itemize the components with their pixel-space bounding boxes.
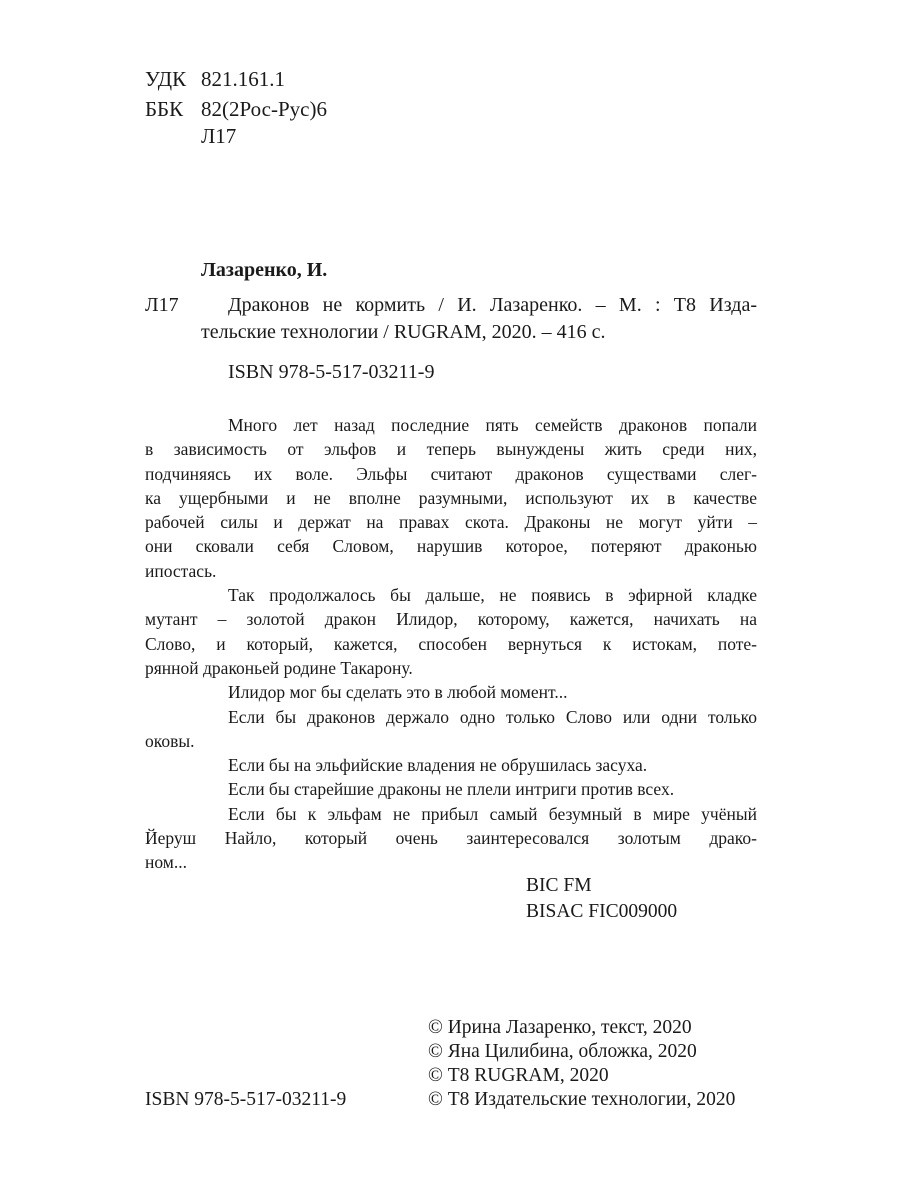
- bbk-label: ББК: [145, 97, 184, 121]
- copyright-line: © Яна Цилибина, обложка, 2020: [428, 1041, 697, 1062]
- entry-line-2: тельские технологии / RUGRAM, 2020. – 416 с.: [201, 321, 606, 343]
- udk-label: УДК: [145, 67, 187, 91]
- annotation-line: Илидор мог бы сделать это в любой момент...: [228, 682, 568, 703]
- annotation-line: Так продолжалось бы дальше, не появись в эфирной кладке: [228, 585, 757, 606]
- footer-isbn: ISBN 978-5-517-03211-9: [145, 1089, 347, 1110]
- annotation-line: Если бы старейшие драконы не плели интриги против всех.: [228, 779, 675, 800]
- bic-code: BIC FM: [526, 875, 592, 896]
- annotation-line: мутант – золотой дракон Илидор, которому, кажется, начихать на: [145, 609, 757, 630]
- annotation-line: Если бы к эльфам не прибыл самый безумный в мире учёный: [228, 803, 757, 824]
- annotation-line: Если бы на эльфийские владения не обрушилась засуха.: [228, 755, 648, 776]
- annotation-line: Много лет назад последние пять семейств драконов попали: [228, 415, 757, 435]
- entry-author: Лазаренко, И.: [201, 259, 328, 281]
- annotation-line: ном...: [145, 852, 187, 873]
- annotation-line: ка ущербными и не вполне разумными, используют их в качестве: [145, 487, 757, 508]
- annotation-line: Если бы драконов держало одно только Слово или одни только: [228, 706, 757, 727]
- entry-isbn: ISBN 978-5-517-03211-9: [228, 361, 435, 383]
- author-mark: Л17: [201, 124, 237, 148]
- copyright-line: © Ирина Лазаренко, текст, 2020: [428, 1017, 692, 1038]
- entry-line-1: Драконов не кормить / И. Лазаренко. – М. : Т8 Изда-: [228, 294, 757, 316]
- annotation-line: рянной драконьей родине Такарону.: [145, 657, 413, 678]
- copyright-line: © Т8 RUGRAM, 2020: [428, 1065, 609, 1086]
- annotation-line: ипостась.: [145, 560, 217, 581]
- annotation-line: рабочей силы и держат на правах скота. Драконы не могут уйти –: [145, 512, 757, 533]
- annotation-line: в зависимость от эльфов и теперь вынуждены жить среди них,: [145, 439, 757, 460]
- annotation-line: Слово, и который, кажется, способен вернуться к истокам, поте-: [145, 633, 757, 654]
- annotation-line: оковы.: [145, 730, 195, 751]
- copyright-line: © Т8 Издательские технологии, 2020: [428, 1089, 736, 1110]
- annotation-text: [145, 413, 757, 875]
- annotation-line: они сковали себя Словом, нарушив которое, потеряют драконью: [145, 536, 757, 557]
- entry-mark: Л17: [145, 294, 179, 316]
- annotation-line: подчиняясь их воле. Эльфы считают драконов существами слег-: [145, 463, 757, 484]
- bisac-code: BISAC FIC009000: [526, 901, 678, 922]
- udk-value: 821.161.1: [201, 67, 285, 91]
- annotation-line: Йеруш Найло, который очень заинтересовался золотым драко-: [145, 828, 757, 849]
- bbk-value: 82(2Рос-Рус)6: [201, 97, 327, 121]
